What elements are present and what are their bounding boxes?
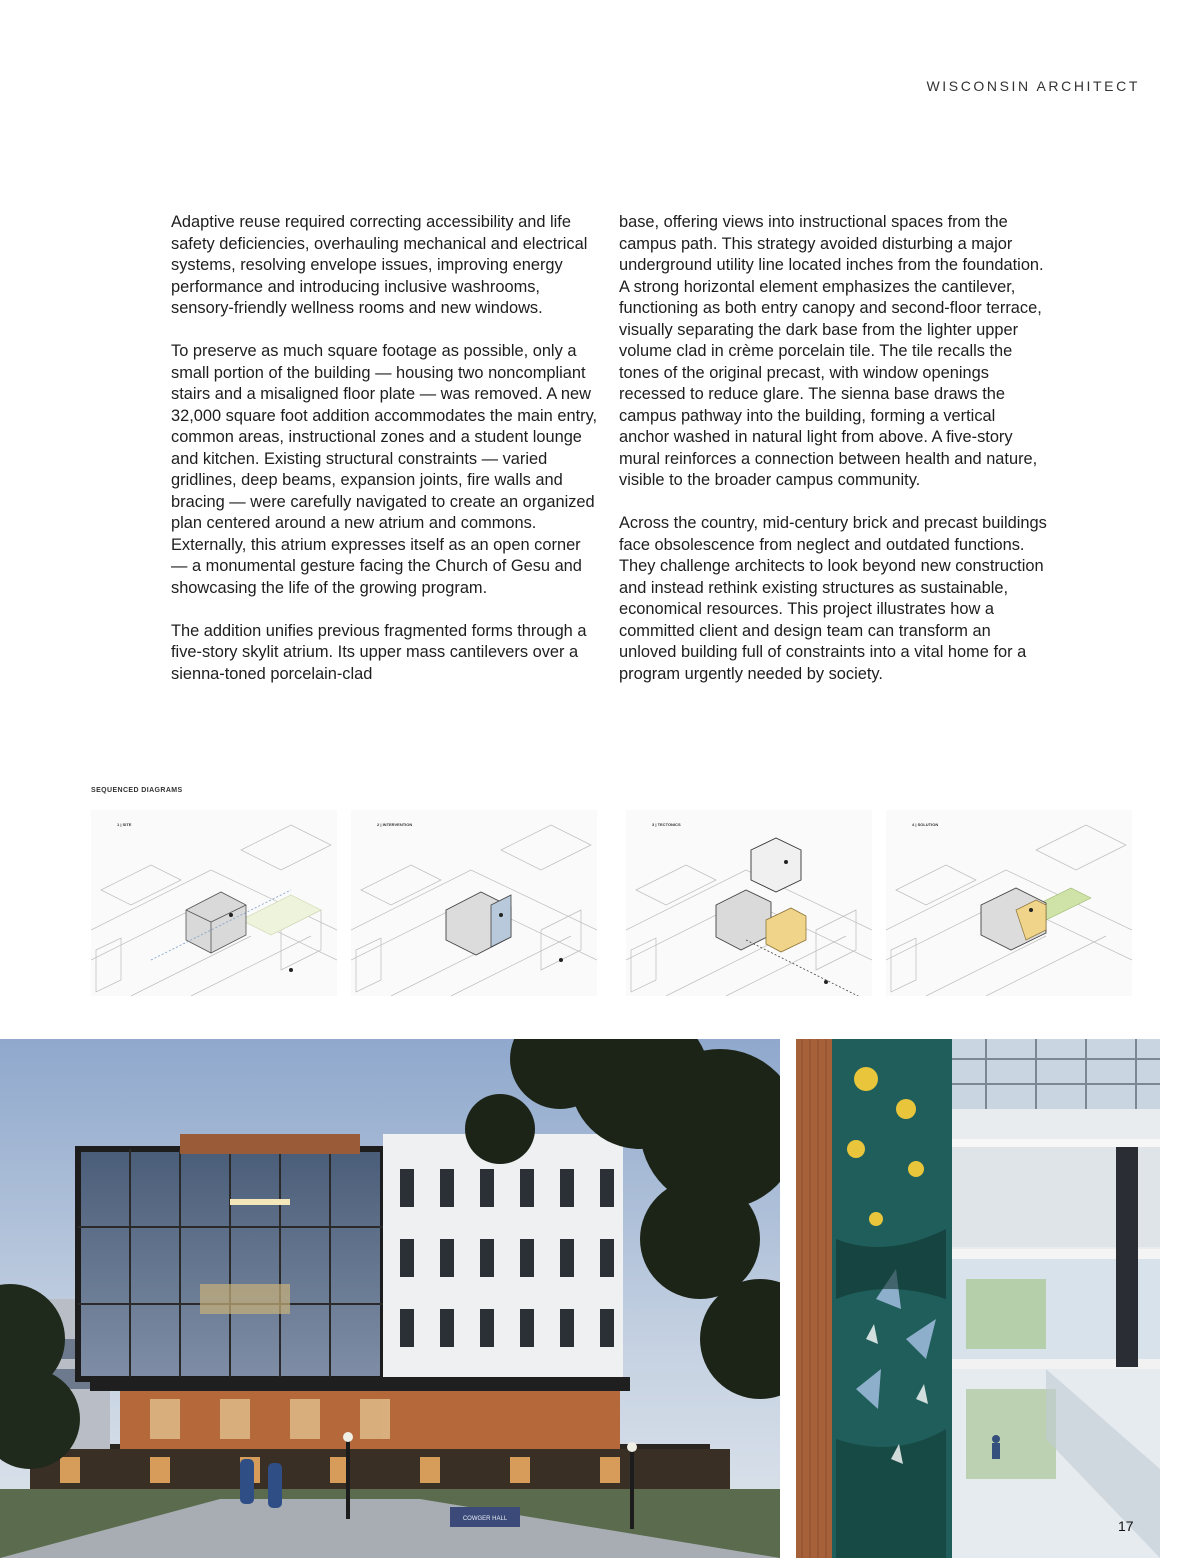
sequenced-diagrams <box>86 782 1116 998</box>
isometric-diagram-3 <box>626 810 872 996</box>
isometric-diagram-2 <box>351 810 597 996</box>
interior-atrium-photo <box>796 1039 1160 1558</box>
exterior-building-photo <box>0 1039 780 1558</box>
diagram-label: 4 | SOLUTION <box>912 822 939 827</box>
article-column-right <box>619 212 1049 707</box>
paragraph: To preserve as much square footage as possible, only a small portion of the building — housing two noncompliant stairs and a misaligned floor plate — was removed. A new 32,000 square foot addition accommodates the main entry, common areas, instructional zones and a student lounge and kitchen. Existing structural constraints — varied gridlines, deep beams, expansion joints, fire walls and bracing — were carefully navigated to create an organized plan centered around a new atrium and commons. Externally, this atrium expresses itself as an open corner — a monumental gesture facing the Church of Gesu and showcasing the life of the growing program. <box>171 342 598 597</box>
paragraph: base, offering views into instructional spaces from the campus path. This strategy avoided disturbing a major underground utility line located inches from the foundation. A strong horizontal element emphasizes the cantilever, functioning as both entry canopy and second-floor terrace, visually separating the dark base from the lighter upper volume clad in crème porcelain tile. The tile recalls the tones of the original precast, with window openings recessed to reduce glare. The sienna base draws the campus pathway into the building, forming a vertical anchor washed in natural light from above. A five-story mural reinforces a connection between health and nature, visible to the broader campus community. <box>619 213 1044 489</box>
paragraph: Across the country, mid-century brick and precast buildings face obsolescence from neglect and outdated functions. They challenge architects to look beyond new construction and instead rethink existing structures as sustainable, economical resources. This project illustrates how a committed client and design team can transform an unloved building full of constraints into a vital home for a program urgently needed by society. <box>619 514 1047 683</box>
publication-header: WISCONSIN ARCHITECT <box>926 78 1140 94</box>
page-number: 17 <box>1118 1518 1134 1534</box>
building-sign: COWGER HALL <box>462 1516 508 1522</box>
diagram-label: 2 | INTERVENTION <box>377 822 413 827</box>
isometric-diagram-1 <box>91 810 337 996</box>
diagram-tectonics <box>626 810 872 996</box>
diagram-solution <box>886 810 1132 996</box>
isometric-diagram-4 <box>886 810 1132 996</box>
diagram-intervention <box>351 810 597 996</box>
article-column-left <box>171 212 601 707</box>
diagrams-title: SEQUENCED DIAGRAMS <box>91 787 183 794</box>
diagram-site <box>91 810 337 996</box>
paragraph: Adaptive reuse required correcting accessibility and life safety deficiencies, overhauling mechanical and electrical systems, resolving envelope issues, improving energy performance and introducing inclusive washrooms, sensory-friendly wellness rooms and new windows. <box>171 213 588 317</box>
atrium-illustration <box>796 1039 1160 1558</box>
diagram-label: 3 | TECTONICS <box>652 822 681 827</box>
diagram-label: 1 | SITE <box>117 822 132 827</box>
paragraph: The addition unifies previous fragmented forms through a five-story skylit atrium. Its upper mass cantilevers over a sienna-toned porcelain-clad <box>171 621 587 683</box>
building-illustration <box>0 1039 780 1558</box>
